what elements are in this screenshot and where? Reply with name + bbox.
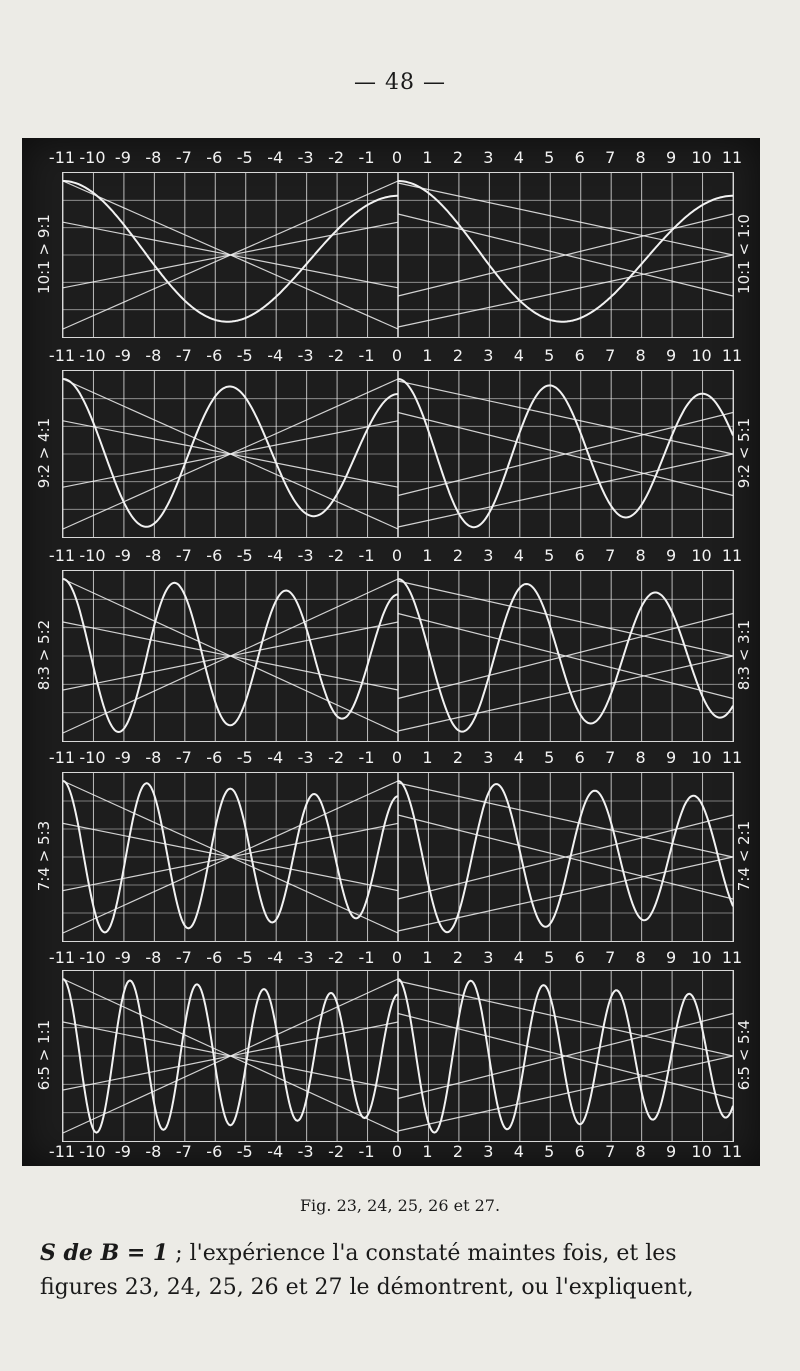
axis-tick-label: 0 <box>391 948 403 967</box>
axis-tick-row <box>22 344 760 370</box>
envelope-line <box>398 981 733 1056</box>
axis-tick-label: 2 <box>452 346 463 365</box>
axis-tick-label: 4 <box>513 546 524 565</box>
axis-tick-label: -4 <box>267 1142 284 1161</box>
axis-tick-label: 0 <box>391 1142 403 1161</box>
axis-tick-label: -4 <box>267 748 284 767</box>
axis-tick-label: 7 <box>605 546 616 565</box>
axis-tick-label: 7 <box>605 148 616 167</box>
axis-tick-label: -3 <box>297 948 314 967</box>
axis-tick-label: -3 <box>297 748 314 767</box>
axis-tick-label: 8 <box>635 1142 646 1161</box>
body-paragraph <box>40 1236 760 1305</box>
axis-tick-label: 9 <box>665 948 677 967</box>
axis-tick-label: -11 <box>48 1142 76 1161</box>
axis-tick-label: 3 <box>483 1142 494 1161</box>
axis-tick-row <box>22 146 760 172</box>
axis-tick-label: -5 <box>236 748 253 767</box>
axis-tick-label: 6 <box>574 546 585 565</box>
figure-caption: Fig. 23, 24, 25, 26 et 27. <box>299 1196 501 1215</box>
oscillation-figure <box>63 971 733 1141</box>
axis-tick-label: 0 <box>391 346 403 365</box>
axis-tick-label: 1 <box>422 1142 433 1161</box>
axis-tick-label: 9 <box>665 1142 677 1161</box>
axis-tick-label: -4 <box>267 346 284 365</box>
axis-tick-label: 9 <box>665 748 677 767</box>
axis-tick-label: -1 <box>358 948 375 967</box>
axis-tick-label: -10 <box>79 1142 106 1161</box>
axis-tick-label: -6 <box>206 748 223 767</box>
axis-tick-label: -2 <box>328 1142 345 1161</box>
axis-tick-label: -9 <box>114 346 131 365</box>
axis-tick-label: -9 <box>114 546 131 565</box>
axis-tick-label: 1 <box>422 148 433 167</box>
axis-tick-label: 8 <box>635 948 646 967</box>
axis-tick-label: 11 <box>721 546 743 565</box>
axis-tick-label: 1 <box>422 748 433 767</box>
axis-tick-label: 6 <box>574 346 585 365</box>
axis-tick-label: 3 <box>483 748 494 767</box>
axis-tick-label: 10 <box>691 546 712 565</box>
axis-tick-label: -11 <box>48 148 76 167</box>
axis-tick-label: 7 <box>605 948 616 967</box>
figure-panel-23 <box>62 172 734 338</box>
figure-plate <box>22 138 760 1166</box>
axis-tick-label: 11 <box>721 346 743 365</box>
axis-tick-label: 5 <box>544 1142 555 1161</box>
axis-tick-label: -3 <box>297 1142 314 1161</box>
panel-27-left-ratio: 6:5 > 1:1 <box>35 1019 53 1091</box>
axis-tick-label: -10 <box>79 546 106 565</box>
axis-tick-label: -2 <box>328 948 345 967</box>
axis-tick-label: 8 <box>635 546 646 565</box>
axis-tick-label: 4 <box>513 1142 524 1161</box>
panel-27-right-ratio: 6:5 < 5:4 <box>735 1019 753 1091</box>
axis-tick-label: 10 <box>691 148 712 167</box>
axis-tick-label: -6 <box>206 546 223 565</box>
axis-tick-label: -4 <box>267 148 284 167</box>
oscillation-figure <box>63 571 733 741</box>
axis-tick-label: 9 <box>665 346 677 365</box>
axis-tick-label: 7 <box>605 346 616 365</box>
panel-24-left-ratio: 9:2 > 4:1 <box>35 417 53 489</box>
axis-tick-label: -2 <box>328 748 345 767</box>
axis-tick-label: -1 <box>358 546 375 565</box>
envelope-line <box>398 656 733 731</box>
axis-tick-label: -9 <box>114 748 131 767</box>
axis-tick-label: -5 <box>236 1142 253 1161</box>
axis-tick-label: 0 <box>391 148 403 167</box>
body-line-1 <box>40 1236 760 1271</box>
axis-tick-label: -5 <box>236 148 253 167</box>
axis-tick-label: -7 <box>175 1142 192 1161</box>
axis-tick-label: -1 <box>358 748 375 767</box>
wave-curve <box>398 181 733 322</box>
axis-tick-label: -10 <box>79 148 106 167</box>
axis-tick-label: 6 <box>574 948 585 967</box>
figure-panel-26 <box>62 772 734 942</box>
axis-tick-label: -1 <box>358 1142 375 1161</box>
axis-tick-label: 6 <box>574 748 585 767</box>
axis-tick-label: 4 <box>513 748 524 767</box>
axis-tick-label: 5 <box>544 346 555 365</box>
axis-tick-label: 11 <box>721 148 743 167</box>
figure-panel-25 <box>62 570 734 742</box>
panel-23-left-ratio: 10:1 > 9:1 <box>35 214 53 294</box>
axis-tick-label: -3 <box>297 148 314 167</box>
axis-tick-label: -5 <box>236 948 253 967</box>
axis-tick-label: 4 <box>513 948 524 967</box>
axis-tick-label: 8 <box>635 148 646 167</box>
axis-tick-label: 10 <box>691 346 712 365</box>
axis-tick-label: 1 <box>422 346 433 365</box>
axis-tick-label: -1 <box>358 148 375 167</box>
axis-tick-label: -3 <box>297 546 314 565</box>
axis-tick-label: 1 <box>422 546 433 565</box>
body-math-expression: S de B = 1 <box>40 1240 169 1266</box>
axis-tick-label: -8 <box>145 1142 162 1161</box>
figure-panel-24 <box>62 370 734 538</box>
oscillation-figure <box>63 371 733 537</box>
axis-tick-label: 2 <box>452 748 463 767</box>
axis-tick-label: -8 <box>145 346 162 365</box>
axis-tick-label: -10 <box>79 346 106 365</box>
axis-tick-label: 3 <box>483 546 494 565</box>
axis-tick-label: 8 <box>635 748 646 767</box>
wave-curve <box>398 379 733 527</box>
axis-tick-label: -11 <box>48 546 76 565</box>
axis-tick-label: -6 <box>206 1142 223 1161</box>
panel-25-right-ratio: 8:3 < 3:1 <box>735 619 753 691</box>
envelope-line <box>398 783 733 857</box>
axis-tick-label: -9 <box>114 1142 131 1161</box>
axis-tick-label: -5 <box>236 546 253 565</box>
axis-tick-label: 6 <box>574 1142 585 1161</box>
oscillation-figure <box>63 773 733 941</box>
axis-tick-label: 10 <box>691 1142 712 1161</box>
axis-tick-label: -8 <box>145 148 162 167</box>
axis-tick-label: 2 <box>452 148 463 167</box>
wave-curve <box>398 579 733 732</box>
axis-tick-row <box>22 544 760 570</box>
axis-tick-label: -11 <box>48 948 76 967</box>
axis-tick-label: -5 <box>236 346 253 365</box>
axis-tick-label: -9 <box>114 148 131 167</box>
axis-tick-label: 5 <box>544 546 555 565</box>
panel-26-left-ratio: 7:4 > 5:3 <box>35 820 53 892</box>
axis-tick-label: 2 <box>452 546 463 565</box>
axis-tick-label: 11 <box>721 948 743 967</box>
panel-25-left-ratio: 8:3 > 5:2 <box>35 619 53 691</box>
axis-tick-label: 4 <box>513 346 524 365</box>
axis-tick-label: -8 <box>145 948 162 967</box>
axis-tick-label: 10 <box>691 948 712 967</box>
axis-tick-label: -7 <box>175 546 192 565</box>
axis-tick-label: 0 <box>391 748 403 767</box>
axis-tick-label: 1 <box>422 948 433 967</box>
oscillation-figure <box>63 173 733 337</box>
axis-tick-label: -3 <box>297 346 314 365</box>
axis-tick-label: -7 <box>175 148 192 167</box>
axis-tick-label: 3 <box>483 346 494 365</box>
axis-tick-label: -4 <box>267 948 284 967</box>
axis-tick-label: -10 <box>79 948 106 967</box>
envelope-line <box>398 255 733 327</box>
body-line-2: figures 23, 24, 25, 26 et 27 le démontrent, ou l'expliquent, <box>40 1275 694 1300</box>
axis-tick-label: 3 <box>483 148 494 167</box>
axis-tick-label: 8 <box>635 346 646 365</box>
axis-tick-label: -2 <box>328 148 345 167</box>
axis-tick-label: -11 <box>48 346 76 365</box>
axis-tick-label: -8 <box>145 748 162 767</box>
axis-tick-label: -6 <box>206 948 223 967</box>
envelope-line <box>398 581 733 656</box>
axis-tick-label: 5 <box>544 948 555 967</box>
axis-tick-label: 11 <box>721 1142 743 1161</box>
axis-tick-label: 9 <box>665 148 677 167</box>
axis-tick-label: 0 <box>391 546 403 565</box>
axis-tick-label: -7 <box>175 948 192 967</box>
axis-tick-label: -6 <box>206 346 223 365</box>
axis-tick-row <box>22 1140 760 1166</box>
axis-tick-label: 5 <box>544 148 555 167</box>
axis-tick-label: 2 <box>452 948 463 967</box>
axis-tick-label: -7 <box>175 748 192 767</box>
axis-tick-label: 3 <box>483 948 494 967</box>
axis-tick-label: 11 <box>721 748 743 767</box>
axis-tick-label: 7 <box>605 748 616 767</box>
envelope-line <box>398 857 733 931</box>
axis-tick-label: -7 <box>175 346 192 365</box>
axis-tick-label: 10 <box>691 748 712 767</box>
axis-tick-label: -10 <box>79 748 106 767</box>
panel-26-right-ratio: 7:4 < 2:1 <box>735 820 753 892</box>
envelope-line <box>398 381 733 454</box>
wave-curve <box>63 181 398 322</box>
axis-tick-label: -2 <box>328 546 345 565</box>
axis-tick-label: 4 <box>513 148 524 167</box>
axis-tick-label: 7 <box>605 1142 616 1161</box>
axis-tick-label: -1 <box>358 346 375 365</box>
axis-tick-row <box>22 746 760 772</box>
axis-tick-label: -8 <box>145 546 162 565</box>
body-line-1-text: ; l'expérience l'a constaté maintes fois, et les <box>168 1241 677 1266</box>
axis-tick-label: -6 <box>206 148 223 167</box>
envelope-line <box>398 1056 733 1131</box>
axis-tick-label: -4 <box>267 546 284 565</box>
page-number: — 48 — <box>354 70 446 95</box>
axis-tick-label: -11 <box>48 748 76 767</box>
axis-tick-label: -2 <box>328 346 345 365</box>
panel-23-right-ratio: 10:1 < 1:0 <box>735 214 753 294</box>
axis-tick-label: 6 <box>574 148 585 167</box>
axis-tick-label: 9 <box>665 546 677 565</box>
axis-tick-row <box>22 946 760 972</box>
figure-panel-27 <box>62 970 734 1142</box>
axis-tick-label: 2 <box>452 1142 463 1161</box>
axis-tick-label: 5 <box>544 748 555 767</box>
panel-24-right-ratio: 9:2 < 5:1 <box>735 417 753 489</box>
axis-tick-label: -9 <box>114 948 131 967</box>
